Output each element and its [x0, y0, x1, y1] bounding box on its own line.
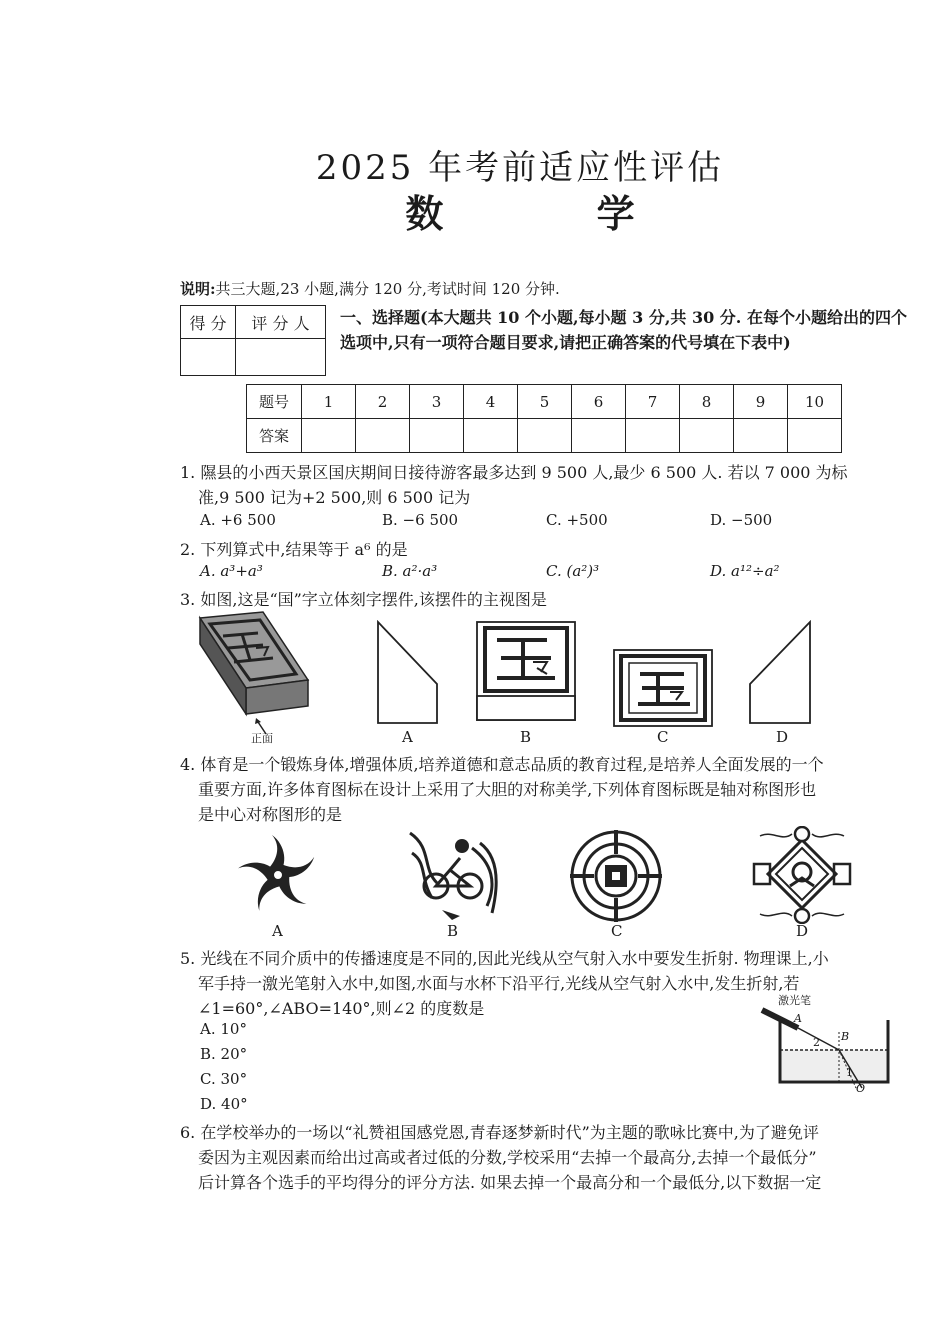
exam-title: 2025 年考前适应性评估 [315, 148, 725, 188]
qnum-9: 9 [734, 385, 788, 419]
q4-option-d-icon [752, 826, 852, 924]
q3-option-c-figure [612, 648, 714, 728]
qnum-6: 6 [572, 385, 626, 419]
angle-2-label: 2 [813, 1036, 820, 1049]
answer-cell[interactable] [464, 419, 518, 453]
q1-option-c: C. +500 [546, 511, 608, 529]
note-text: 共三大题,23 小题,满分 120 分,考试时间 120 分钟. [215, 280, 560, 298]
answer-cell[interactable] [518, 419, 572, 453]
q5-option-b: B. 20° [200, 1045, 248, 1063]
score-label: 得 分 [181, 306, 236, 339]
qnum-5: 5 [518, 385, 572, 419]
q4-option-a-icon [228, 830, 328, 920]
answer-cell[interactable] [788, 419, 842, 453]
laser-pen-label: 激光笔 [778, 994, 811, 1007]
q2-option-a: A. a³+a³ [200, 562, 263, 580]
q1-line1: 1. 隰县的小西天景区国庆期间日接待游客最多达到 9 500 人,最少 6 500 人. 若以 7 000 为标 [180, 463, 848, 482]
grade-box [180, 305, 326, 376]
q4-option-b-icon [402, 828, 502, 924]
point-b-label: B [841, 1030, 850, 1043]
answer-cell[interactable] [302, 419, 356, 453]
front-label: 正面 [251, 732, 273, 745]
row2-label: 答案 [247, 419, 302, 453]
q4-label-b: B [447, 922, 459, 940]
q1-option-a: A. +6 500 [200, 511, 276, 529]
section1-heading: 一、选择题(本大题共 10 个小题,每小题 3 分,共 30 分. 在每个小题给出的四个选项中,只有一项符合题目要求,请把正确答案的代号填在下表中) [340, 308, 907, 352]
q4-label-d: D [796, 922, 809, 940]
row1-label: 题号 [247, 385, 302, 419]
q3-label-c: C [657, 728, 669, 746]
exam-note [180, 278, 560, 299]
q1-option-b: B. −6 500 [382, 511, 459, 529]
carved-block-figure [198, 610, 328, 745]
q4-option-c-icon [568, 828, 664, 924]
qnum-10: 10 [788, 385, 842, 419]
point-a-label: A [794, 1012, 802, 1025]
q3-line1: 3. 如图,这是“国”字立体刻字摆件,该摆件的主视图是 [180, 590, 547, 609]
q1-line2: 准,9 500 记为+2 500,则 6 500 记为 [198, 488, 471, 507]
q6-line1: 6. 在学校举办的一场以“礼赞祖国感党恩,青春逐梦新时代”为主题的歌咏比赛中,为了避免评 [180, 1123, 819, 1142]
q4-line3: 是中心对称图形的是 [198, 805, 343, 824]
q3-label-d: D [776, 728, 789, 746]
qnum-2: 2 [356, 385, 410, 419]
answer-cell[interactable] [626, 419, 680, 453]
q2-option-b: B. a²·a³ [382, 562, 438, 580]
grader-label: 评 分 人 [236, 306, 326, 339]
q2-option-d: D. a¹²÷a² [710, 562, 780, 580]
q3-label-b: B [520, 728, 532, 746]
q2-option-c: C. (a²)³ [546, 562, 600, 580]
q6-line3: 后计算各个选手的平均得分的评分方法. 如果去掉一个最高分和一个最低分,以下数据一定 [198, 1173, 822, 1192]
qnum-1: 1 [302, 385, 356, 419]
q5-line3: ∠1=60°,∠ABO=140°,则∠2 的度数是 [198, 999, 485, 1018]
answer-cell[interactable] [356, 419, 410, 453]
answer-cell[interactable] [410, 419, 464, 453]
q2-line1: 2. 下列算式中,结果等于 a⁶ 的是 [180, 540, 408, 559]
answer-cell[interactable] [680, 419, 734, 453]
grader-cell[interactable] [236, 339, 326, 376]
q5-option-c: C. 30° [200, 1070, 248, 1088]
note-label: 说明: [180, 280, 216, 298]
qnum-8: 8 [680, 385, 734, 419]
q6-line2: 委因为主观因素而给出过高或者过低的分数,学校采用“去掉一个最高分,去掉一个最低分” [198, 1148, 817, 1167]
q4-line1: 4. 体育是一个锻炼身体,增强体质,培养道德和意志品质的教育过程,是培养人全面发展的一个 [180, 755, 824, 774]
q3-option-a-figure [375, 620, 445, 730]
answer-table [246, 384, 842, 453]
answer-cell[interactable] [572, 419, 626, 453]
answer-row [247, 419, 842, 453]
answer-cell[interactable] [734, 419, 788, 453]
q3-option-d-figure [745, 620, 815, 730]
q1-option-d: D. −500 [710, 511, 773, 529]
refraction-figure [752, 990, 902, 1096]
point-o-label: O [856, 1082, 866, 1095]
q4-label-c: C [611, 922, 623, 940]
subject-title: 数 学 [405, 191, 705, 236]
q5-option-d: D. 40° [200, 1095, 248, 1113]
qnum-4: 4 [464, 385, 518, 419]
q4-label-a: A [272, 922, 283, 940]
q5-line1: 5. 光线在不同介质中的传播速度是不同的,因此光线从空气射入水中要发生折射. 物理课上,小 [180, 949, 829, 968]
question-number-row [247, 385, 842, 419]
q5-option-a: A. 10° [200, 1020, 247, 1038]
score-cell[interactable] [181, 339, 236, 376]
angle-1-label: 1 [846, 1066, 853, 1079]
q3-option-b-figure [475, 620, 579, 725]
qnum-3: 3 [410, 385, 464, 419]
q5-line2: 军手持一激光笔射入水中,如图,水面与水杯下沿平行,光线从空气射入水中,发生折射,若 [198, 974, 800, 993]
q3-label-a: A [402, 728, 413, 746]
qnum-7: 7 [626, 385, 680, 419]
q4-line2: 重要方面,许多体育图标在设计上采用了大胆的对称美学,下列体育图标既是轴对称图形也 [198, 780, 817, 799]
